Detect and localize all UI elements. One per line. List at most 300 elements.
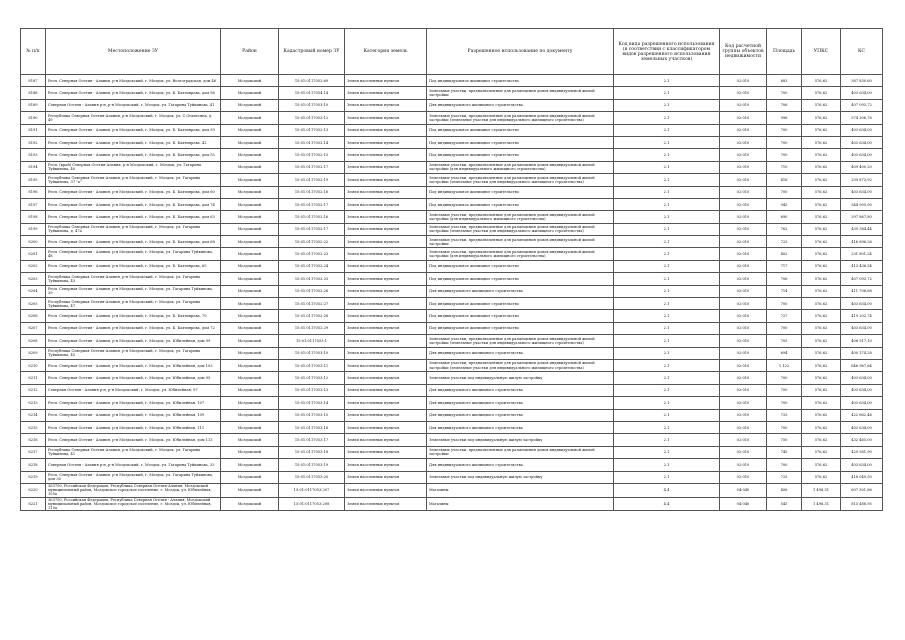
cell-cadastral: 15:01:0117052:17 (279, 198, 345, 210)
cell-use-code: 2.1 (614, 397, 720, 409)
cell-area: 416 (767, 174, 802, 186)
cell-category: Земли населенных пунктов (345, 161, 427, 173)
cell-category: Земли населенных пунктов (345, 260, 427, 272)
cell-cadastral: 15:01:0117052:27 (279, 298, 345, 310)
cell-category: Земли населенных пунктов (345, 335, 427, 347)
cell-group-code: 02:010 (720, 99, 767, 111)
cell-address: Респ. Северная Осетия - Алания, р-н Моздокский, г. Моздок, ул. Гагарина Туйкинова, 39 (46, 285, 221, 297)
cell-address: Северная Осетия - Алания р-н, р-н Моздокский, г. Моздок, ул. Гагарина Туйкинова, 41 (46, 99, 221, 111)
cell-address: Респ. Северная Осетия - Алания, р-н Моздокский, г. Моздок, ул. Б. Бахтиярова, дом 63 (46, 211, 221, 223)
cell-permitted-use: Земельные участки под индивидуальную жилую застройку (427, 471, 614, 483)
cell-district: Моздокский (221, 211, 279, 223)
cell-ks: 403 634,00 (841, 397, 883, 409)
cell-district: Моздокский (221, 198, 279, 210)
cell-permitted-use: Земельные участки, предназначенные для размещения домов индивидуальной жилой застройки (427, 446, 614, 458)
cell-num: 8190 (21, 112, 46, 124)
header-address: Местоположение ЗУ (46, 29, 221, 75)
cell-upks: 1 496,31 (802, 497, 841, 511)
cell-district: Моздокский (221, 471, 279, 483)
cell-use-code: 2.1 (614, 409, 720, 421)
cell-num: 8208 (21, 335, 46, 347)
cell-category: Земли населенных пунктов (345, 248, 427, 260)
cell-cadastral: 15:01:0117052:17 (279, 161, 345, 173)
cell-upks: 576,62 (802, 459, 841, 471)
cell-area: 705 (767, 335, 802, 347)
header-row (21, 29, 883, 75)
table-row (21, 434, 883, 446)
table-row (21, 483, 883, 497)
cell-address: Республика Северная Осетия-Алания, р-н Моздокский, г. Моздок, ул. Гагарина Туйкинова, 47 (46, 298, 221, 310)
cell-area: 750 (767, 434, 802, 446)
cell-address: Респ. Северная Осетия - Алания, р-н Моздокский, г. Моздок, ул. Б. Бахтиярова, 65 (46, 260, 221, 272)
cell-use-code: 2.1 (614, 459, 720, 471)
cell-num: 8196 (21, 186, 46, 198)
cell-permitted-use: Под индивидуальное жилищное строительство (427, 149, 614, 161)
cell-ks: 422 662,46 (841, 409, 883, 421)
table-body (21, 75, 883, 511)
table-row (21, 459, 883, 471)
table-row (21, 471, 883, 483)
cell-area: 700 (767, 322, 802, 334)
cell-ks: 439 384,44 (841, 223, 883, 235)
cell-use-code: 2.1 (614, 322, 720, 334)
cell-num: 8221 (21, 497, 46, 511)
cell-address: Северная Осетия - Алания р-н, р-н Моздокский, г. Моздок, ул. Юбилейная, 97 (46, 384, 221, 396)
cell-area: 710 (767, 161, 802, 173)
cell-area: 545 (767, 497, 802, 511)
cell-area: 690 (767, 211, 802, 223)
cell-address: Респ. Северная Осетия - Алания, р-н Моздокский, г. Моздок, ул. Гагарина Туйкинова, дом 35 (46, 471, 221, 483)
cell-address: Респ. Северная Осетия - Алания, р-н Моздокский, г. Моздок, ул. Юбилейная, 109 (46, 409, 221, 421)
cell-upks: 576,62 (802, 75, 841, 87)
cell-num: 8195 (21, 174, 46, 186)
cell-upks: 576,62 (802, 434, 841, 446)
cell-area: 717 (767, 260, 802, 272)
header-upks: УПКС (802, 29, 841, 75)
cell-upks: 576,62 (802, 211, 841, 223)
cell-address: Респ. Северная Осетия - Алания, р-н Моздокский, г. Моздок, ул. Волгоградская, дом 46 (46, 75, 221, 87)
cell-category: Земли населенных пунктов (345, 99, 427, 111)
cell-address: Северная Осетия - Алания р-н, р-н Моздокский, г. Моздок, ул. Гагарина Туйкинова, 33 (46, 459, 221, 471)
table-row (21, 136, 883, 148)
cell-address: Респ. Северная Осетия - Алания, р-н Моздокский, г. Моздок, ул. Б. Бахтиярова, дом 55 (46, 149, 221, 161)
table-row (21, 322, 883, 334)
cell-address: Респ. (край) Северная Осетия-Алания, р-н Моздокский, г. Моздок, ул. Гагарина Туйкинова, 40 (46, 161, 221, 173)
cell-category: Земли населенных пунктов (345, 471, 427, 483)
cell-permitted-use: Под индивидуальное жилищное строительство (427, 322, 614, 334)
cell-upks: 576,62 (802, 136, 841, 148)
cell-address: Респ. Северная Осетия - Алания, р-н Моздокский, г. Моздок, ул. Гагарина Туйкинова, 48 (46, 248, 221, 260)
cell-address: Респ. Северная Осетия - Алания, р-н Моздокский, г. Моздок, ул. Б. Бахтиярова, 70 (46, 310, 221, 322)
cell-upks: 1 496,31 (802, 483, 841, 497)
cell-district: Моздокский (221, 446, 279, 458)
cell-upks: 576,62 (802, 260, 841, 272)
cell-permitted-use: Земельные участки, предназначенные для размещения домов индивидуальной жилой застройки (земельные участки для индивидуального жилищного строительства) (427, 335, 614, 347)
cell-use-code: 2.1 (614, 471, 720, 483)
cell-category: Земли населенных пунктов (345, 174, 427, 186)
cell-permitted-use: Под индивидуальное жилищное строительство (427, 273, 614, 285)
cell-num: 8216 (21, 434, 46, 446)
table-row (21, 236, 883, 248)
cell-permitted-use: Под индивидуальное жилищное строительство (427, 136, 614, 148)
cell-address: Республика Северная Осетия-Алания, р-н Моздокский, г. Моздок, ул. Гагарина Туйкинова, 37 "а" (46, 174, 221, 186)
cell-num: 8209 (21, 347, 46, 359)
cell-upks: 576,62 (802, 471, 841, 483)
cell-area: 706 (767, 273, 802, 285)
cell-cadastral: 15:01:0117052:16 (279, 211, 345, 223)
cell-num: 8210 (21, 359, 46, 371)
cell-area: 402 (767, 248, 802, 260)
cell-upks: 576,62 (802, 397, 841, 409)
cell-permitted-use: Для индивидуального жилищного строительства (427, 285, 614, 297)
cell-district: Моздокский (221, 99, 279, 111)
cell-permitted-use: Земельные участки под индивидуальную жилую застройку (427, 434, 614, 446)
table-row (21, 198, 883, 210)
cell-group-code: 02:010 (720, 211, 767, 223)
table-row (21, 248, 883, 260)
cell-permitted-use: Земельные участки, предназначенные для размещения домов индивидуальной жилой застройки (427, 87, 614, 99)
cell-use-code: 2.1 (614, 136, 720, 148)
cell-upks: 576,62 (802, 384, 841, 396)
cell-group-code: 02:010 (720, 198, 767, 210)
cell-upks: 576,62 (802, 446, 841, 458)
cell-address: Республика Северная Осетия-Алания, р-н Моздокский, г. Моздок, ул. Гагарина Туйкинова, 45 (46, 347, 221, 359)
cell-num: 8206 (21, 310, 46, 322)
cell-use-code: 2.1 (614, 372, 720, 384)
table-row (21, 99, 883, 111)
cell-group-code: 02:010 (720, 409, 767, 421)
cell-ks: 403 634,00 (841, 186, 883, 198)
cell-ks: 544 905,90 (841, 198, 883, 210)
cell-address: Респ. Северная Осетия - Алания, р-н Моздокский, г. Моздок, ул. Юбилейная, дом 99 (46, 335, 221, 347)
cell-num: 8198 (21, 211, 46, 223)
cell-group-code: 02:010 (720, 434, 767, 446)
cell-area: 714 (767, 285, 802, 297)
cell-address: 363750, Российская Федерация, Республика Северная Осетия - Алания, Моздокский муниципальный район, Моздокское городское поселение, г. Моздок, ул. Юбилейная, 110а (46, 497, 221, 511)
cell-cadastral: 15:01:0117052:14 (279, 136, 345, 148)
cell-num: 8194 (21, 161, 46, 173)
cell-area: 700 (767, 459, 802, 471)
cell-category: Земли населенных пунктов (345, 186, 427, 198)
table-row (21, 186, 883, 198)
cell-upks: 576,62 (802, 273, 841, 285)
table-row (21, 409, 883, 421)
cell-ks: 418 049,50 (841, 471, 883, 483)
cell-cadastral: 15:01:0117052:24 (279, 260, 345, 272)
cell-num: 8200 (21, 236, 46, 248)
cell-district: Моздокский (221, 409, 279, 421)
cell-ks: 416 896,26 (841, 236, 883, 248)
cell-ks: 239 873,92 (841, 174, 883, 186)
cell-category: Земли населенных пунктов (345, 459, 427, 471)
cell-group-code: 02:010 (720, 285, 767, 297)
cell-district: Моздокский (221, 260, 279, 272)
cell-ks: 400 174,28 (841, 347, 883, 359)
cell-district: Моздокский (221, 421, 279, 433)
cell-ks: 407 093,72 (841, 99, 883, 111)
cell-district: Моздокский (221, 285, 279, 297)
cell-group-code: 02:010 (720, 273, 767, 285)
cell-district: Моздокский (221, 359, 279, 371)
cell-ks: 397 867,80 (841, 211, 883, 223)
cell-address: Респ. Северная Осетия - Алания, р-н Моздокский, г. Моздок, ул. Б. Бахтиярова, 42 (46, 136, 221, 148)
cell-permitted-use: Для индивидуального жилищного строительства (427, 409, 614, 421)
cell-group-code: 02:010 (720, 322, 767, 334)
cell-group-code: 02:010 (720, 112, 767, 124)
cell-permitted-use: Для индивидуального жилищного строительства (427, 99, 614, 111)
header-category: Категория земель (345, 29, 427, 75)
cell-permitted-use: Под индивидуальное жилищное строительство (427, 260, 614, 272)
cell-category: Земли населенных пунктов (345, 372, 427, 384)
cell-district: Моздокский (221, 298, 279, 310)
cell-area: 700 (767, 136, 802, 148)
cell-cadastral: 15:01:0117053:12 (279, 372, 345, 384)
table-row (21, 397, 883, 409)
header-district: Район (221, 29, 279, 75)
cell-area: 700 (767, 384, 802, 396)
cell-use-code: 2.1 (614, 124, 720, 136)
cell-num: 8220 (21, 483, 46, 497)
cell-district: Моздокский (221, 223, 279, 235)
cell-area: 1 122 (767, 359, 802, 371)
cell-ks: 403 634,00 (841, 136, 883, 148)
table-row (21, 174, 883, 186)
cell-category: Земли населенных пунктов (345, 384, 427, 396)
table-row (21, 298, 883, 310)
cell-use-code: 2.1 (614, 198, 720, 210)
cell-upks: 576,62 (802, 322, 841, 334)
cell-cadastral: 15:01:0117052:69 (279, 75, 345, 87)
cell-ks: 413 436,54 (841, 260, 883, 272)
cell-ks: 403 634,00 (841, 421, 883, 433)
cell-area: 733 (767, 409, 802, 421)
cell-use-code: 2.1 (614, 285, 720, 297)
cell-group-code: 02:010 (720, 298, 767, 310)
cell-num: 8201 (21, 248, 46, 260)
table-row (21, 421, 883, 433)
cell-ks: 403 634,00 (841, 124, 883, 136)
table-row (21, 211, 883, 223)
cell-category: Земли населенных пунктов (345, 483, 427, 497)
cell-district: Моздокский (221, 174, 279, 186)
table-row (21, 273, 883, 285)
cell-use-code: 2.1 (614, 446, 720, 458)
cell-district: Моздокский (221, 149, 279, 161)
cell-address: Респ. Северная Осетия - Алания, р-н Моздокский, г. Моздок, ул. Б. Бахтиярова, дом 59 (46, 124, 221, 136)
cell-address: Республика Северная Осетия-Алания, р-н Моздокский, г. Моздок, ул. Гагарина Туйкинова, д. 47а (46, 223, 221, 235)
cell-num: 8191 (21, 124, 46, 136)
cell-upks: 576,62 (802, 112, 841, 124)
cell-district: Моздокский (221, 372, 279, 384)
cell-group-code: 02:010 (720, 384, 767, 396)
cell-group-code: 02:010 (720, 161, 767, 173)
cell-group-code: 02:010 (720, 124, 767, 136)
cell-cadastral: 15:01:0117054:14 (279, 87, 345, 99)
cell-upks: 576,62 (802, 223, 841, 235)
cell-upks: 576,62 (802, 124, 841, 136)
cell-district: Моздокский (221, 397, 279, 409)
cell-category: Земли населенных пунктов (345, 347, 427, 359)
header-permitted-use: Разрешенное использование по документу (427, 29, 614, 75)
cell-upks: 576,62 (802, 174, 841, 186)
cell-ks: 403 634,00 (841, 149, 883, 161)
cell-group-code: 02:010 (720, 149, 767, 161)
cell-permitted-use: Для индивидуального жилищного строительства (427, 384, 614, 396)
cell-area: 700 (767, 87, 802, 99)
header-use-code: Код вида разрешенного использования (в соответствии с классификатором видов разрешенного использования земельных участков) (614, 29, 720, 75)
cell-upks: 576,62 (802, 421, 841, 433)
cell-ks: 403 634,00 (841, 322, 883, 334)
cell-category: Земли населенных пунктов (345, 273, 427, 285)
cell-use-code: 4.4 (614, 497, 720, 511)
cell-ks: 403 634,00 (841, 372, 883, 384)
cell-use-code: 2.1 (614, 211, 720, 223)
table-row (21, 112, 883, 124)
cell-group-code: 02:010 (720, 223, 767, 235)
cell-permitted-use: Для индивидуального жилищного строительства (427, 347, 614, 359)
cell-group-code: 02:010 (720, 359, 767, 371)
cell-group-code: 02:010 (720, 174, 767, 186)
cell-permitted-use: Под индивидуальное жилищное строительство (427, 298, 614, 310)
cell-num: 8212 (21, 384, 46, 396)
cell-ks: 419 202,74 (841, 310, 883, 322)
table-row (21, 124, 883, 136)
cell-num: 8213 (21, 397, 46, 409)
cell-category: Земли населенных пунктов (345, 136, 427, 148)
cell-cadastral: 15:01:0117052:22 (279, 236, 345, 248)
cell-cadastral: 15:01:0117053:1 (279, 335, 345, 347)
cell-district: Моздокский (221, 273, 279, 285)
cell-use-code: 2.1 (614, 421, 720, 433)
cell-category: Земли населенных пунктов (345, 211, 427, 223)
cell-district: Моздокский (221, 112, 279, 124)
cell-district: Моздокский (221, 497, 279, 511)
cell-area: 706 (767, 99, 802, 111)
table-row (21, 384, 883, 396)
cell-num: 8207 (21, 322, 46, 334)
header-group-code: Код расчетной группы объектов недвижимости (720, 29, 767, 75)
cell-cadastral: 15:01:0117053:16 (279, 421, 345, 433)
table-row (21, 335, 883, 347)
cell-cadastral: 15:01:0117053:14 (279, 397, 345, 409)
cell-area: 700 (767, 149, 802, 161)
cell-upks: 576,62 (802, 298, 841, 310)
cell-cadastral: 15:01:0117053:15 (279, 409, 345, 421)
table-row (21, 260, 883, 272)
cell-use-code: 2.1 (614, 260, 720, 272)
cell-area: 700 (767, 186, 802, 198)
cell-num: 8219 (21, 471, 46, 483)
cell-cadastral: 15:01:0117053:19 (279, 459, 345, 471)
table-row (21, 497, 883, 511)
cell-ks: 411 706,68 (841, 285, 883, 297)
cell-category: Земли населенных пунктов (345, 310, 427, 322)
cell-group-code: 02:010 (720, 260, 767, 272)
cell-address: Респ. Северная Осетия - Алания, р-н Моздокский, г. Моздок, ул. Б. Бахтиярова, дом 74 (46, 198, 221, 210)
cell-permitted-use: Для индивидуального жилищного строительства (427, 421, 614, 433)
cell-area: 700 (767, 124, 802, 136)
cell-cadastral: 15:01:0117052:23 (279, 248, 345, 260)
cell-num: 8192 (21, 136, 46, 148)
cell-num: 8203 (21, 273, 46, 285)
cell-use-code: 2.1 (614, 359, 720, 371)
cell-district: Моздокский (221, 236, 279, 248)
cell-area: 945 (767, 198, 802, 210)
cell-use-code: 2.1 (614, 223, 720, 235)
cell-group-code: 02:010 (720, 347, 767, 359)
cell-use-code: 4.4 (614, 483, 720, 497)
cell-group-code: 02:010 (720, 372, 767, 384)
cell-use-code: 2.1 (614, 112, 720, 124)
cell-permitted-use: Под индивидуальное жилищное строительство (427, 310, 614, 322)
cell-district: Моздокский (221, 347, 279, 359)
cell-area: 694 (767, 347, 802, 359)
cell-num: 8218 (21, 459, 46, 471)
cell-district: Моздокский (221, 434, 279, 446)
cell-address: Респ. Северная Осетия - Алания, р-н Моздокский, г. Моздок, ул. Б. Бахтиярова, дом 72 (46, 322, 221, 334)
cell-num: 8215 (21, 421, 46, 433)
cell-ks: 387 830,60 (841, 75, 883, 87)
cell-upks: 576,62 (802, 198, 841, 210)
cell-num: 8202 (21, 260, 46, 272)
cell-use-code: 2.1 (614, 149, 720, 161)
cell-upks: 576,62 (802, 409, 841, 421)
cell-use-code: 2.1 (614, 335, 720, 347)
cell-cadastral: 15:01:0117052:19 (279, 174, 345, 186)
cell-district: Моздокский (221, 124, 279, 136)
cell-area: 683 (767, 75, 802, 87)
cell-district: Моздокский (221, 186, 279, 198)
cell-permitted-use: Под индивидуальное жилищное строительство (427, 124, 614, 136)
cell-ks: 406 517,10 (841, 335, 883, 347)
cell-category: Земли населенных пунктов (345, 359, 427, 371)
cell-upks: 576,62 (802, 335, 841, 347)
cell-cadastral: 15:01:0117053:10 (279, 99, 345, 111)
cell-group-code: 02:010 (720, 236, 767, 248)
cell-address: Респ. Северная Осетия - Алания, р-н Моздокский, г. Моздок, ул. Юбилейная, 111 (46, 421, 221, 433)
cell-address: Республика Северная Осетия-Алания, р-н Моздокский, г. Моздок, ул. Гагарина Туйкинова, 41 (46, 446, 221, 458)
table-row (21, 285, 883, 297)
header-area: Площадь (767, 29, 802, 75)
cell-group-code: 02:010 (720, 75, 767, 87)
cell-category: Земли населенных пунктов (345, 124, 427, 136)
cell-address: Республика Северная Осетия-Алания, р-н Моздокский, г. Моздок, ул. Гагарина Туйкинова, 43 (46, 273, 221, 285)
cell-group-code: 02:010 (720, 397, 767, 409)
cell-num: 8188 (21, 87, 46, 99)
cell-ks: 403 634,00 (841, 298, 883, 310)
cell-district: Моздокский (221, 335, 279, 347)
cell-upks: 576,62 (802, 161, 841, 173)
cell-district: Моздокский (221, 459, 279, 471)
table-row (21, 446, 883, 458)
cell-area: 700 (767, 421, 802, 433)
cell-address: Респ. Северная Осетия - Алания, р-н Моздокский, г. Моздок, ул. Юбилейная, дом 95 (46, 372, 221, 384)
cell-category: Земли населенных пунктов (345, 198, 427, 210)
cell-ks: 607 501,86 (841, 483, 883, 497)
cell-num: 8217 (21, 446, 46, 458)
cell-ks: 403 634,00 (841, 87, 883, 99)
cell-district: Моздокский (221, 322, 279, 334)
cell-category: Земли населенных пунктов (345, 446, 427, 458)
cell-district: Моздокский (221, 87, 279, 99)
cell-use-code: 2.1 (614, 161, 720, 173)
cell-num: 8199 (21, 223, 46, 235)
cell-cadastral: 15:01:0117052:29 (279, 322, 345, 334)
table-header (21, 29, 883, 75)
cell-area: 723 (767, 236, 802, 248)
cell-use-code: 2.1 (614, 434, 720, 446)
cell-category: Земли населенных пунктов (345, 223, 427, 235)
